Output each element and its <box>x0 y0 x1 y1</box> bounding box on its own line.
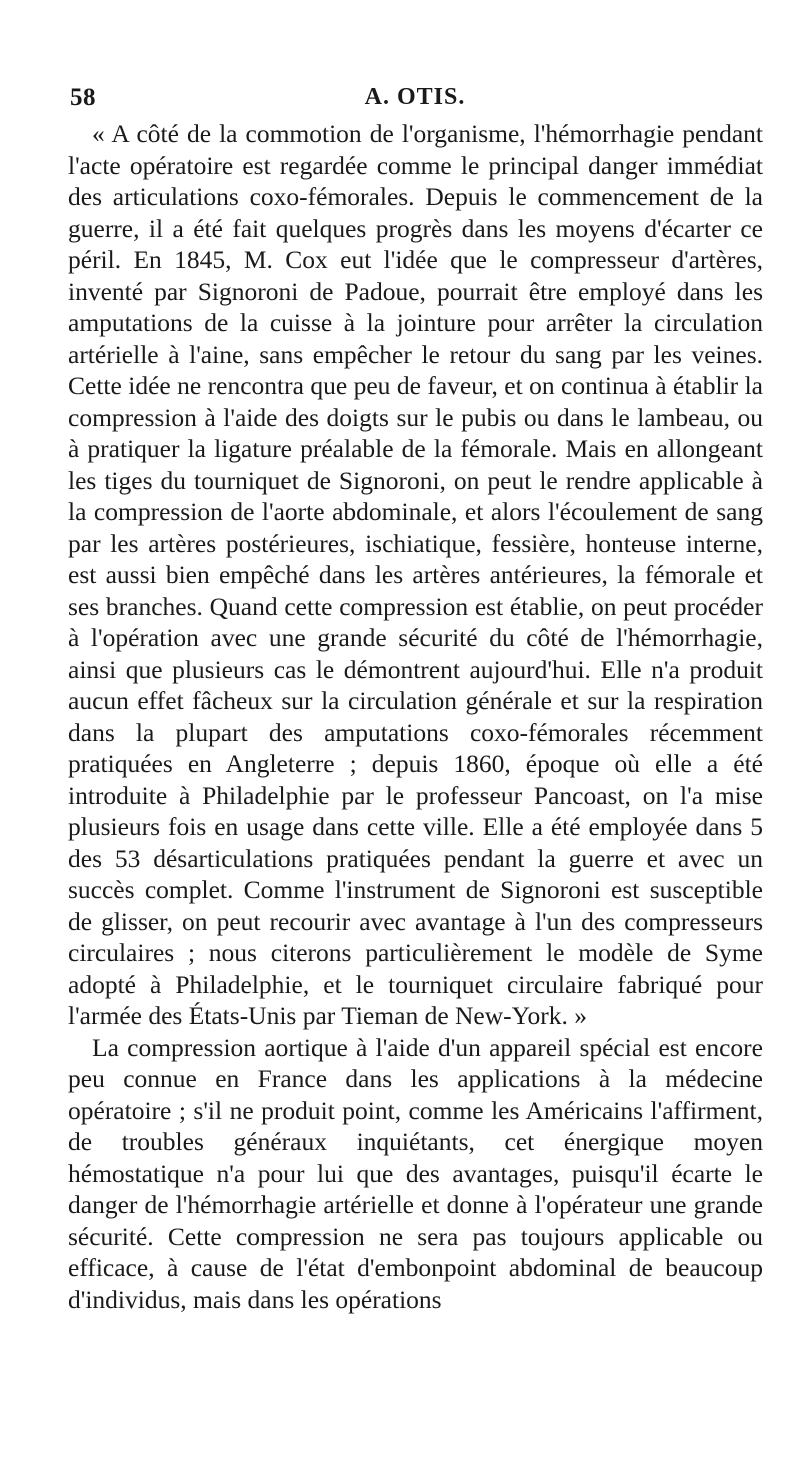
body-text <box>68 118 763 1315</box>
page-number: 58 <box>70 84 96 111</box>
running-head: A. OTIS. <box>364 84 466 110</box>
page-header <box>70 84 760 114</box>
paragraph-quotation: « A côté de la commotion de l'organisme, l'hémorrhagie pendant l'acte opératoire est regardée comme le principal danger immédiat des articulations coxo-fémorales. Depuis le commencement de la guerre, il a été fait quelques progrès dans les moyens d'écarter ce péril. En 1845, M. Cox eut l'idée que le compresseur d'artères, inventé par Signoroni de Padoue, pourrait être employé dans les amputations de la cuisse à la jointure pour arrêter la circulation artérielle à l'aine, sans empêcher le retour du sang par les veines. Cette idée ne rencontra que peu de faveur, et on continua à établir la compression à l'aide des doigts sur le pubis ou dans le lambeau, ou à pratiquer la ligature préalable de la fémorale. Mais en allongeant les tiges du tourniquet de Signoroni, on peut le rendre applicable à la compression de l'aorte abdominale, et alors l'écoulement de sang par les artères postérieures, ischiatique, fessière, honteuse interne, est aussi bien empêché dans les artères antérieures, la fémorale et ses branches. Quand cette compression est établie, on peut procéder à l'opération avec une grande sécurité du côté de l'hémorrhagie, ainsi que plusieurs cas le démontrent aujourd'hui. Elle n'a produit aucun effet fâcheux sur la circulation générale et sur la respiration dans la plupart des amputations coxo-fémorales récemment pratiquées en Angleterre ; depuis 1860, époque où elle a été introduite à Philadelphie par le professeur Pancoast, on l'a mise plusieurs fois en usage dans cette ville. Elle a été employée dans 5 des 53 désarticulations pratiquées pendant la guerre et avec un succès complet. Comme l'instrument de Signoroni est susceptible de glisser, on peut recourir avec avantage à l'un des compresseurs circulaires ; nous citerons particulièrement le modèle de Syme adopté à Philadelphie, et le tourniquet circulaire fabriqué pour l'armée des États-Unis par Tieman de New-York. » <box>68 119 763 1030</box>
paragraph-commentary: La compression aortique à l'aide d'un appareil spécial est encore peu connue en France dans les applications à la médecine opératoire ; s'il ne produit point, comme les Américains l'affirment, de troubles généraux inquiétants, cet énergique moyen hémostatique n'a pour lui que des avantages, puisqu'il écarte le danger de l'hémorrhagie artérielle et donne à l'opérateur une grande sécurité. Cette compression ne sera pas toujours applicable ou efficace, à cause de l'état d'embonpoint abdominal de beaucoup d'individus, mais dans les opérations <box>68 1032 763 1314</box>
